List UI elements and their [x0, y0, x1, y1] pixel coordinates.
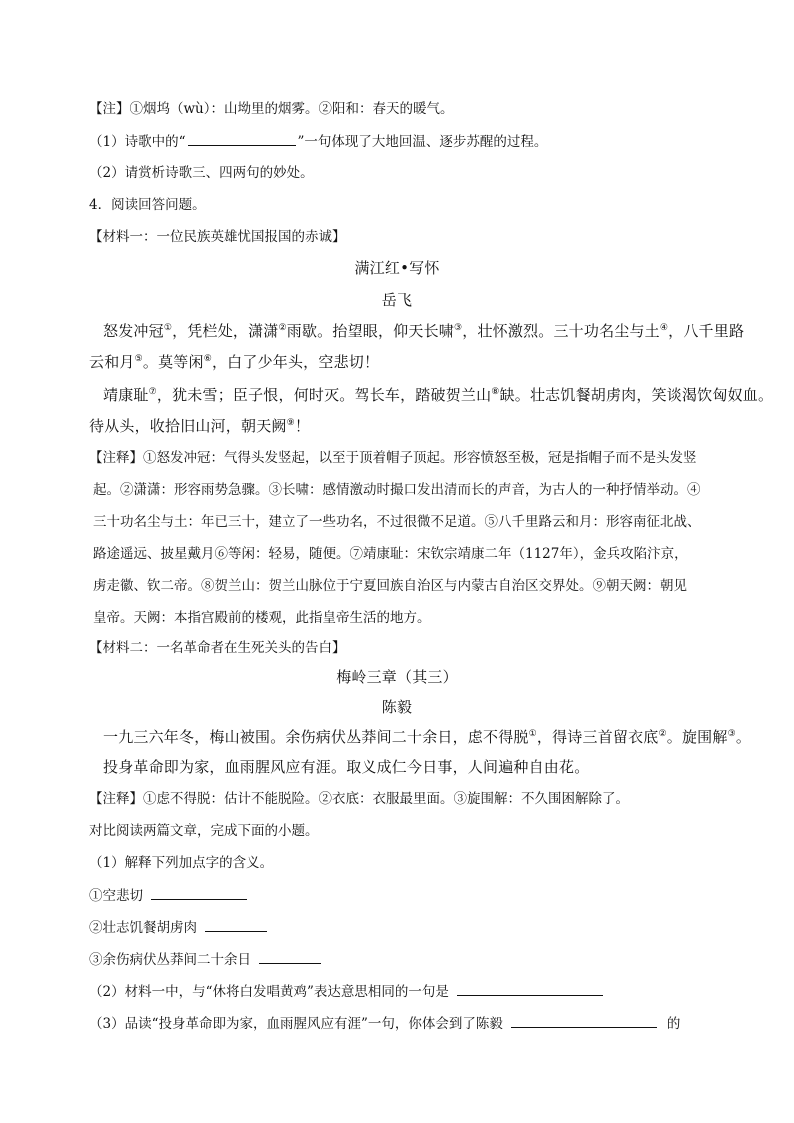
- poem-text: 雨歇。抬望眼，仰天长啸: [286, 322, 454, 340]
- answer-blank[interactable]: [457, 983, 603, 996]
- footnote-mark: ⑨: [286, 418, 295, 428]
- poem-text: 。旋围解: [666, 728, 728, 746]
- poem-1-line-1: [103, 323, 744, 339]
- footnote-mark: ③: [453, 323, 463, 333]
- footnote-mark: ⑥: [203, 354, 212, 364]
- poem-1-line-4: [89, 418, 310, 434]
- item-text: ③余伤病伏丛莽间二十余日: [89, 952, 251, 968]
- poem-text: ，白了少年头，空悲切！: [211, 353, 380, 371]
- answer-blank[interactable]: [151, 887, 247, 900]
- material-1-note-line: 皇帝。天阙：本指宫殿前的楼观，此指皇帝生活的地方。: [93, 610, 431, 626]
- poem-text: 。: [735, 728, 752, 746]
- poem-text: ，得诗三首留衣底: [536, 728, 659, 746]
- instruction-text: 对比阅读两篇文章，完成下面的小题。: [89, 823, 319, 839]
- material-1-note-line: 【注释】①怒发冲冠：气得头发竖起，以至于顶着帽子顶起。形容愤怒至极，冠是指帽子而不是头发竖: [89, 450, 697, 466]
- poem-1-line-3: [103, 387, 773, 403]
- material-2-heading: 【材料二：一名革命者在生死关头的告白】: [89, 640, 346, 656]
- question-3-2: （2）请赏析诗歌三、四两句的妙处。: [89, 165, 314, 181]
- poem-text: ，犹未雪；臣子恨，何时灭。驾长车，踏破贺兰山: [156, 386, 492, 404]
- material-1-heading: 【材料一：一位民族英雄忧国报国的赤诚】: [89, 229, 346, 245]
- footnote-mark: ⑧: [491, 387, 500, 397]
- poem-text: ，壮怀激烈。三十功名尘与土: [462, 322, 660, 340]
- q3-1-suffix: ”一句体现了大地回温、逐步苏醒的过程。: [297, 134, 548, 150]
- material-1-note-line: 路途遥远、披星戴月⑥等闲：轻易，随便。⑦靖康耻：宋钦宗靖康二年（1127年），金兵攻陷汴京，: [93, 546, 688, 562]
- poem-2-preface: [103, 729, 751, 745]
- q3-1-prefix: （1）诗歌中的“: [89, 134, 186, 150]
- poem-text: 缺。壮志饥餐胡虏肉，笑谈渴饮匈奴血。: [499, 386, 774, 404]
- answer-blank[interactable]: [188, 133, 296, 146]
- question-text: （3）品读“投身革命即为家，血雨腥风应有涯”一句，你体会到了陈毅: [89, 1016, 503, 1032]
- footnote-mark: ①: [163, 323, 173, 333]
- note-line: [89, 101, 454, 117]
- item-text: ①空悲切: [89, 888, 143, 904]
- footnote-mark: ②: [278, 323, 287, 333]
- poem-text: ，八千里路: [668, 322, 745, 340]
- material-1-note-line: 三十功名尘与土：年已三十，建立了一些功名，不过很微不足道。⑤八千里路云和月：形容南征北战、: [93, 514, 701, 530]
- note-num-1: ①: [129, 101, 143, 117]
- poem-text: 。莫等闲: [142, 353, 204, 371]
- question-4-1: （1）解释下列加点字的含义。: [89, 855, 274, 871]
- note-num-2: ②: [318, 101, 332, 117]
- question-text: （2）材料一中，与“休将白发唱黄鸡”表达意思相同的一句是: [89, 984, 449, 1000]
- note-text-2: 阳和：春天的暖气。: [332, 101, 454, 117]
- question-4-2: [89, 983, 605, 1000]
- poem-2-author: 陈毅: [381, 698, 413, 716]
- question-text: 的: [666, 1016, 681, 1032]
- answer-blank[interactable]: [259, 951, 321, 964]
- poem-2-verse: 投身革命即为家，血雨腥风应有涯。取义成仁今日事，人间遍种自由花。: [103, 758, 590, 776]
- note-text-1: 烟坞（wù）：山坳里的烟雾。: [143, 101, 319, 117]
- poem-1-line-2: [89, 354, 379, 370]
- footnote-mark: ④: [659, 323, 669, 333]
- question-4-1-item: [89, 951, 323, 968]
- question-3-1: [89, 133, 547, 150]
- poem-2-title: 梅岭三章（其三）: [336, 668, 458, 686]
- poem-text: 一九三六年冬，梅山被围。余伤病伏丛莽间二十余日，虑不得脱: [103, 728, 529, 746]
- poem-text: 云和月: [89, 353, 135, 371]
- question-4-title: 4．阅读回答问题。: [89, 197, 206, 213]
- answer-blank[interactable]: [205, 919, 267, 932]
- poem-text: 靖康耻: [103, 386, 149, 404]
- poem-1-author: 岳飞: [381, 291, 413, 309]
- material-1-note-line: 起。②潇潇：形容雨势急骤。③长啸：感情激动时撮口发出清而长的声音，为古人的一种抒情举动。④: [93, 482, 701, 498]
- poem-1-title: 满江红•写怀: [354, 259, 440, 277]
- poem-text: 待从头，收拾旧山河，朝天阙: [89, 417, 287, 435]
- footnote-mark: ②: [658, 729, 667, 739]
- footnote-mark: ⑦: [148, 387, 157, 397]
- footnote-mark: ③: [727, 729, 736, 739]
- poem-text: ，凭栏处，潇潇: [172, 322, 279, 340]
- material-2-notes: 【注释】①虑不得脱：估计不能脱险。②衣底：衣服最里面。③旋围解：不久围困解除了。: [89, 791, 629, 807]
- question-4-1-item: [89, 919, 269, 936]
- note-label: 【注】: [89, 101, 130, 117]
- question-4-3: [89, 1015, 680, 1032]
- item-text: ②壮志饥餐胡虏肉: [89, 920, 197, 936]
- footnote-mark: ⑤: [134, 354, 143, 364]
- poem-text: 怒发冲冠: [103, 322, 164, 340]
- answer-blank[interactable]: [511, 1015, 657, 1028]
- poem-text: ！: [294, 417, 311, 435]
- footnote-mark: ①: [528, 729, 537, 739]
- question-4-1-item: [89, 887, 249, 904]
- material-1-note-line: 虏走徽、钦二帝。⑧贺兰山：贺兰山脉位于宁夏回族自治区与内蒙古自治区交界处。⑨朝天阙：朝见: [93, 578, 687, 594]
